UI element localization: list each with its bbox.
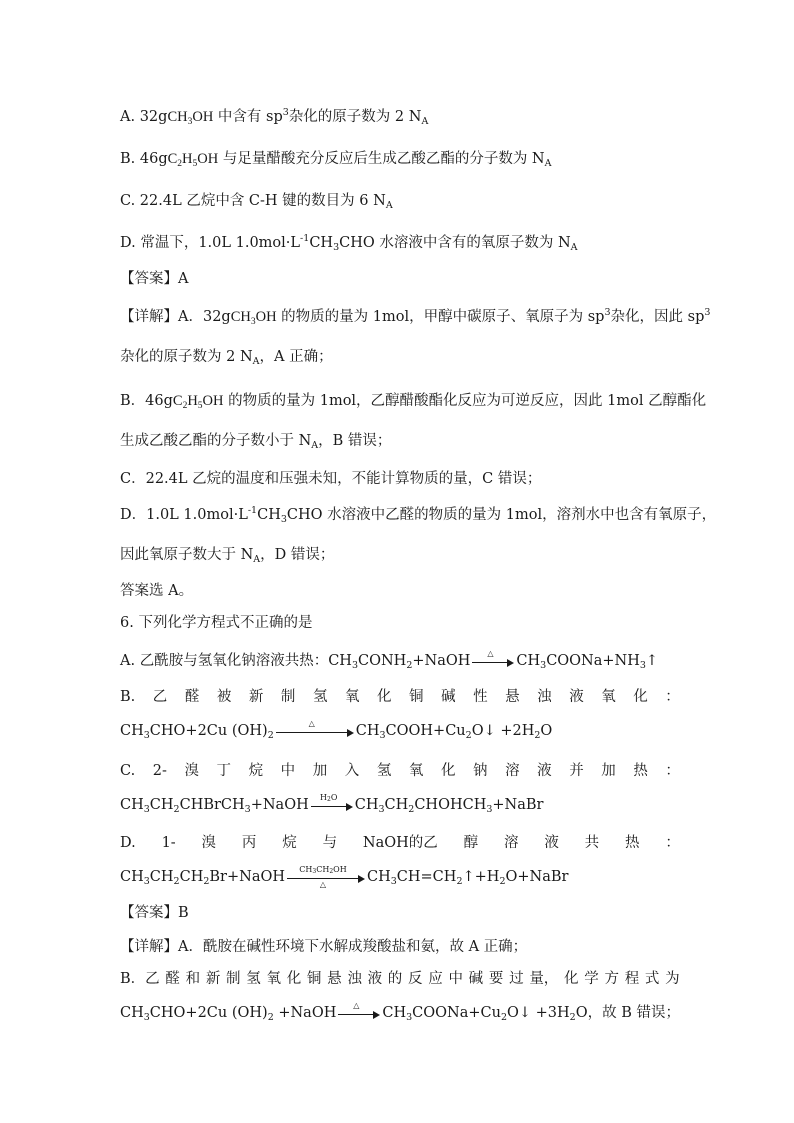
detail-c-line [120,468,541,490]
q6-answer-label: 【答案】 [120,905,178,921]
q6-stem [120,612,312,634]
q6-detail-b2: $CH_3CHO+2Cu$ $(OH)_2$ +NaOH △ $CH_3COONa+Cu_2O↓ +3H_2O$，故 B 错误； [120,1001,680,1023]
q6-detail-a-text: A．酰胺在碱性环境下水解成羧酸盐和氨，故 A 正确； [178,939,528,955]
answer-label: 【答案】 [120,271,178,287]
detail-b-line1: B．$46gC_2H_5OH$ 的物质的量为 1mol，乙醇醋酸酯化反应为可逆反应，因此 1mol 乙醇酯化 [120,393,707,411]
reaction-arrow: $CH_3CH_2OH$ △ [287,869,365,883]
q6-answer-line [120,902,189,924]
choose-text: 答案选 A。 [120,583,194,599]
detail-b-line2: 生成乙酸乙酯的分子数小于 $N_A$，B 错误； [120,433,392,451]
reaction-arrow: △ [276,723,354,737]
q6-option-d-eq: $CH_3CH_2CH_2Br+NaOH$ $CH_3CH_2OH$ △ $CH_3CH=CH_2↑+H_2O+NaBr$ [120,865,569,889]
option-d: D. 常温下，1.0L $1.0mol\cdot L^{-1}CH_3CHO$ 水溶液中含有的氧原子数为 $N_A$ [120,233,578,253]
detail-c-text: C．22.4L 乙烷的温度和压强未知，不能计算物质的量，C 错误； [120,471,542,487]
q6-option-c-label: C. 2- 溴 丁 烷 中 加 入 氢 氧 化 钠 溶 液 并 加 热 ： [120,763,680,779]
q6-detail-a [120,936,527,958]
q6-option-c-eq: $CH_3CH_2CHBrCH_3+NaOH$ $H_2O$ $CH_3CH_2CHOHCH_3+NaBr$ [120,793,544,815]
reaction-arrow: △ [338,1005,380,1019]
answer-line [120,268,188,290]
q6-stem-text: 6. 下列化学方程式不正确的是 [120,615,313,631]
q6-detail-b-tail: ，故 B 错误； [587,1005,680,1021]
detail-label: 【详解】 [120,309,178,325]
detail-a-line2: 杂化的原子数为 2 $N_A$，A 正确； [120,349,333,367]
q6-detail-label: 【详解】 [120,939,178,955]
reaction-arrow: $H_2O$ [311,797,353,811]
q6-detail-b1: B．乙 醛 和 新 制 氢 氧 化 铜 悬 浊 液 的 反 应 中 碱 要 过 量， 化 学 方 程 式 为 [120,971,680,987]
answer-value: A [178,271,189,287]
q6-option-b-eq: $CH_3CHO+2Cu$ $(OH)_2$ △ $CH_3COOH+Cu_2O↓ +2H_2O$ [120,719,553,741]
choose-line [120,580,193,602]
q6-answer-value: B [178,905,189,921]
option-c: C. 22.4L 乙烷中含 C-H 键的数目为 6 $N_A$ [120,193,393,211]
option-b: B. $46gC_2H_5OH$ 与足量醋酸充分反应后生成乙酸乙酯的分子数为 $N_A$ [120,151,552,169]
reaction-arrow: △ [472,653,514,667]
q6-option-b-label: B. 乙 醛 被 新 制 氢 氧 化 铜 碱 性 悬 浊 液 氧 化 ： [120,689,680,705]
option-a: A. 32gCH$_3$OH 中含有 $sp^3$杂化的原子数为 2 $N_A$ [120,107,429,127]
detail-a-line1: 【详解】A．32gCH$_3$OH 的物质的量为 1mol，甲醇中碳原子、氧原子为 $sp^3$杂化，因此 $sp^3$ [120,307,711,327]
q6-option-d-label: D. 1- 溴 丙 烷 与 NaOH的乙 醇 溶 液 共 热 ： [120,835,680,851]
detail-d-line2: 因此氧原子数大于 $N_A$，D 错误； [120,547,335,565]
q6-a-label: A. 乙酰胺与氢氧化钠溶液共热： [120,653,329,669]
detail-d-line1: D．1.0L $1.0mol\cdot L^{-1}CH_3CHO$ 水溶液中乙醛的物质的量为 1mol，溶剂水中也含有氧原子， [120,505,717,525]
q6-option-a: A. 乙酰胺与氢氧化钠溶液共热：$CH_3CONH_2+NaOH$ △ $CH_3COONa+NH_3↑$ [120,649,659,671]
